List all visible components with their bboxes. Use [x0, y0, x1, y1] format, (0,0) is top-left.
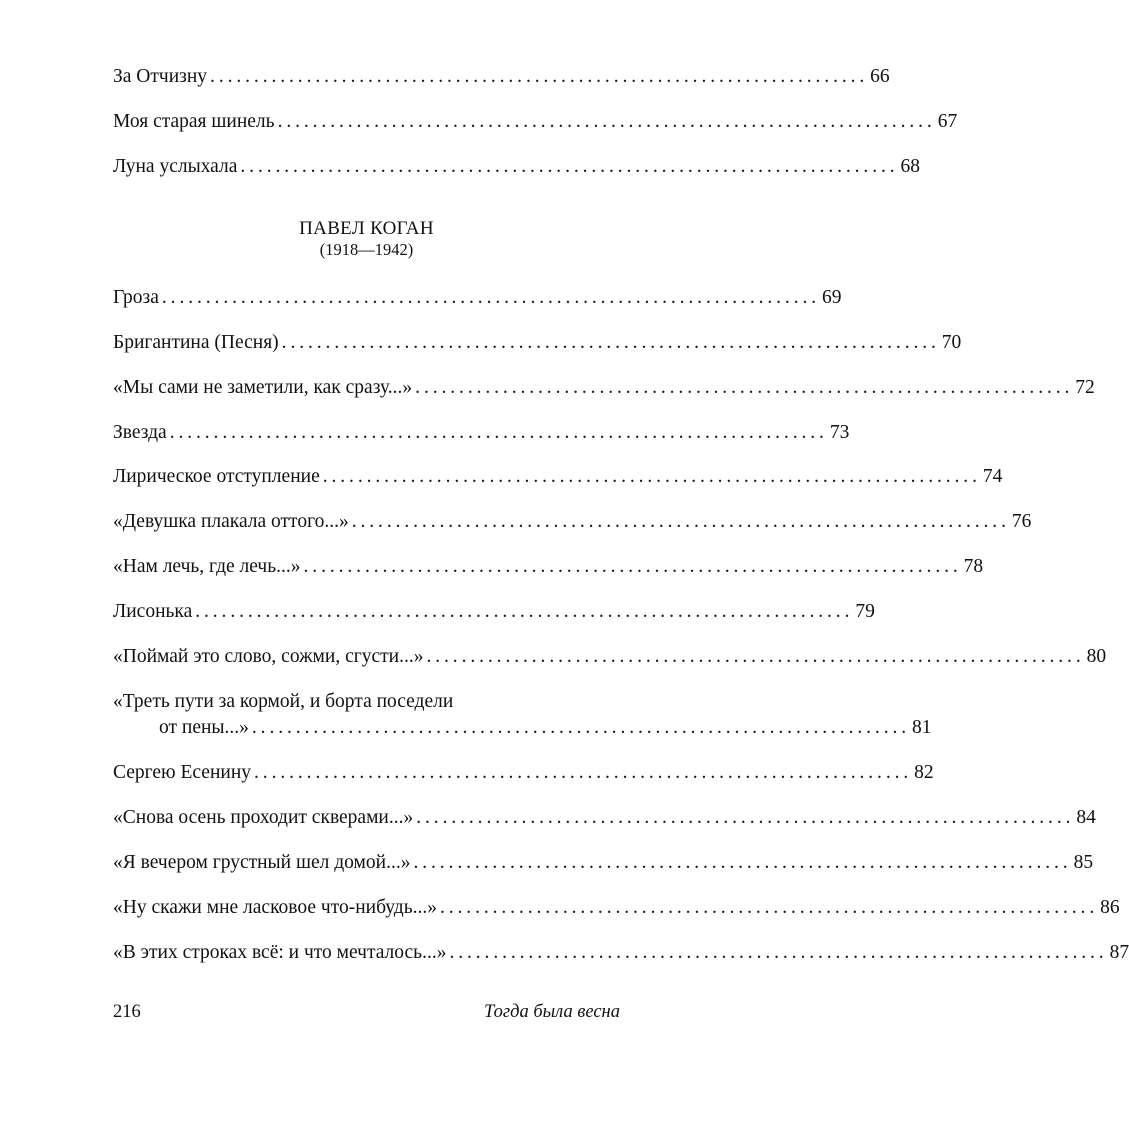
entry-page-number: 69 [822, 287, 842, 308]
toc-entry[interactable] [113, 155, 921, 179]
entry-title: «Ну скажи мне ласковое что-нибудь...» [113, 897, 437, 918]
toc-entry[interactable] [113, 896, 1120, 920]
dot-leader: ........................................................................... [277, 111, 936, 132]
toc-entry[interactable] [113, 941, 1129, 965]
toc-entry[interactable] [113, 376, 1095, 400]
entry-title: Сергею Есенину [113, 762, 252, 783]
entry-title: «Поймай это слово, сожми, сгусти...» [113, 646, 424, 667]
entry-title-line2: от пены...» [159, 717, 249, 738]
entry-title: «Снова осень проходит скверами...» [113, 807, 414, 828]
footer-book-title: Тогда была весна [484, 1002, 620, 1022]
entry-page-number: 74 [982, 466, 1003, 487]
entry-page-number: 66 [870, 66, 890, 87]
toc-entry[interactable] [113, 806, 1096, 830]
toc-entry[interactable] [113, 510, 1032, 534]
entry-title: Гроза [113, 287, 159, 308]
entry-page-number: 81 [912, 717, 932, 738]
dot-leader: ........................................................................... [210, 66, 869, 87]
dot-leader: ........................................................................... [281, 332, 940, 353]
toc-entry[interactable] [113, 645, 1107, 669]
toc-entry[interactable] [113, 600, 875, 624]
toc-entry[interactable] [113, 761, 934, 785]
section-heading [113, 218, 620, 260]
entry-page-number: 76 [1011, 511, 1032, 532]
dot-leader: ........................................................................... [439, 897, 1099, 918]
dot-leader: ........................................................................... [416, 807, 1075, 828]
author-name: ПАВЕЛ КОГАН [299, 218, 434, 239]
entry-title: Бригантина (Песня) [113, 332, 279, 353]
entry-title: Моя старая шинель [113, 111, 275, 132]
entry-page-number: 82 [914, 762, 934, 783]
entry-title: За Отчизну [113, 66, 208, 87]
footer-page-number: 216 [113, 1002, 141, 1022]
entry-title: «Нам лечь, где лечь...» [113, 556, 301, 577]
entry-page-number: 80 [1086, 646, 1107, 667]
entry-title-line1: «Треть пути за кормой, и борта поседели [113, 691, 454, 712]
dot-leader: ........................................................................... [303, 556, 962, 577]
dot-leader: ........................................................................... [413, 852, 1072, 873]
dot-leader: ........................................................................... [426, 646, 1085, 667]
dot-leader: ........................................................................... [322, 466, 981, 487]
dot-leader: ........................................................................... [351, 511, 1010, 532]
toc-entry[interactable] [113, 421, 850, 445]
entry-page-number: 85 [1073, 852, 1094, 873]
toc-entry[interactable] [113, 65, 890, 89]
entry-page-number: 78 [963, 556, 984, 577]
entry-page-number: 68 [900, 156, 921, 177]
entry-title: Лисонька [113, 601, 193, 622]
dot-leader: ........................................................................... [449, 942, 1108, 963]
entry-page-number: 86 [1100, 897, 1120, 918]
entry-page-number: 79 [855, 601, 875, 622]
toc-entry[interactable] [113, 851, 1094, 875]
toc-entry[interactable] [113, 465, 1003, 489]
entry-title: «Девушка плакала оттого...» [113, 511, 349, 532]
dot-leader: ........................................................................... [415, 377, 1074, 398]
toc-entry[interactable] [113, 555, 984, 579]
entry-page-number: 70 [941, 332, 962, 353]
toc-entry[interactable] [113, 110, 958, 134]
dot-leader: ........................................................................... [251, 717, 911, 738]
entry-title: Луна услыхала [113, 156, 238, 177]
toc-entry[interactable] [113, 331, 962, 355]
toc-entry-multiline[interactable] [113, 690, 932, 740]
entry-title: Звезда [113, 422, 167, 443]
entry-page-number: 72 [1075, 377, 1095, 398]
page-footer [113, 1000, 620, 1024]
entry-page-number: 84 [1076, 807, 1096, 828]
dot-leader: ........................................................................... [254, 762, 913, 783]
dot-leader: ........................................................................... [195, 601, 854, 622]
toc-entry[interactable] [113, 286, 842, 310]
dot-leader: ........................................................................... [161, 287, 821, 308]
entry-page-number: 73 [829, 422, 850, 443]
entry-page-number: 67 [937, 111, 958, 132]
dot-leader: ........................................................................... [240, 156, 899, 177]
entry-page-number: 87 [1109, 942, 1129, 963]
author-years: (1918—1942) [319, 240, 414, 259]
toc-page [113, 0, 1129, 1123]
dot-leader: ........................................................................... [169, 422, 828, 443]
entry-title: Лирическое отступление [113, 466, 320, 487]
entry-title: «Я вечером грустный шел домой...» [113, 852, 411, 873]
entry-title: «В этих строках всё: и что мечталось...» [113, 942, 447, 963]
entry-title: «Мы сами не заметили, как сразу...» [113, 377, 413, 398]
